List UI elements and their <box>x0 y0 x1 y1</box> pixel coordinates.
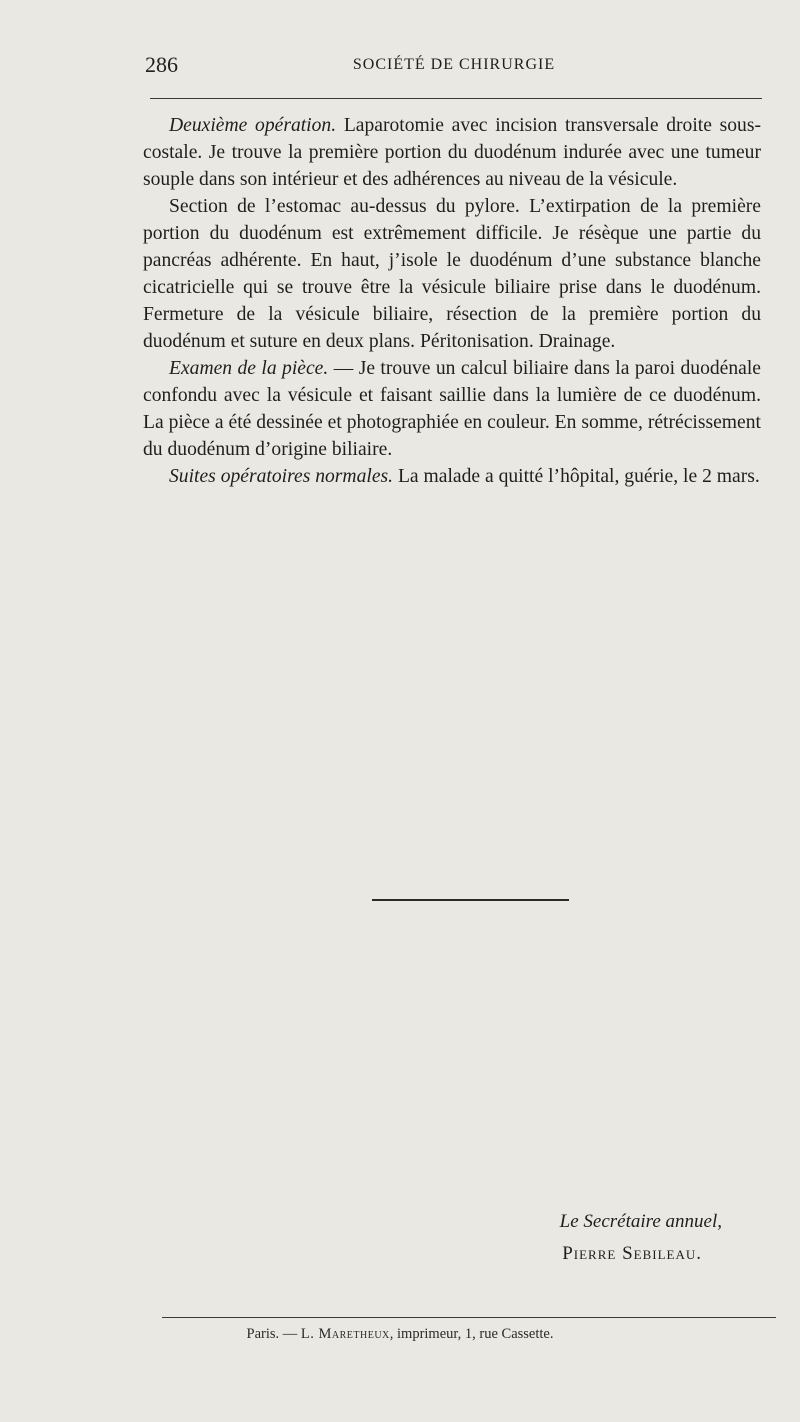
paragraph <box>143 355 761 463</box>
imprint-suffix: , imprimeur, 1, rue Cassette. <box>389 1326 554 1342</box>
body-text <box>143 112 761 490</box>
header-rule <box>150 98 762 99</box>
paragraph-text: Laparotomie avec incision transversale droite sous-costale. Je trouve la première portion du duodénum indurée avec une tumeur souple dans son intérieur et des adhérences au niveau de la vésicule. <box>143 115 761 190</box>
paragraph-text: Section de l’estomac au-dessus du pylore. L’extirpation de la première portion du duodénum est extrêmement difficile. Je résèque une partie du pancréas adhérente. En haut, j’isole le duodénum d’une substance blanche cicatricielle qui se trouve être la vésicule biliaire prise dans le duodénum. Fermeture de la vésicule biliaire, résection de la première portion du duodénum et suture en deux plans. Péritonisation. Drainage. <box>143 196 761 352</box>
paragraph-lead: Examen de la pièce. <box>169 358 329 379</box>
printer-imprint <box>0 1326 800 1343</box>
section-separator <box>372 899 569 901</box>
footer-rule <box>162 1317 776 1318</box>
signature-block <box>560 1206 722 1270</box>
paragraph <box>143 112 761 193</box>
imprint-prefix: Paris. — <box>246 1326 301 1342</box>
paragraph <box>143 193 761 355</box>
paragraph-lead: Deuxième opération. <box>169 115 337 136</box>
paragraph-text: — Je trouve un calcul biliaire dans la paroi duodénale confondu avec la vésicule et faisant saillie dans la lumière de ce duodénum. La pièce a été dessinée et photographiée en couleur. En somme, rétrécissement du duodénum d’origine biliaire. <box>143 358 762 460</box>
imprint-printer: L. Maretheux <box>300 1326 390 1342</box>
paragraph-text: La malade a quitté l’hôpital, guérie, le 2 mars. <box>393 466 760 487</box>
running-title: SOCIÉTÉ DE CHIRURGIE <box>352 56 556 73</box>
signature-name: Pierre Sebileau. <box>562 1243 702 1264</box>
signature-title: Le Secrétaire annuel, <box>559 1211 722 1232</box>
paragraph-lead: Suites opératoires normales. <box>169 466 394 487</box>
page-number: 286 <box>145 52 178 77</box>
paragraph <box>143 463 761 490</box>
page-header <box>145 52 763 82</box>
